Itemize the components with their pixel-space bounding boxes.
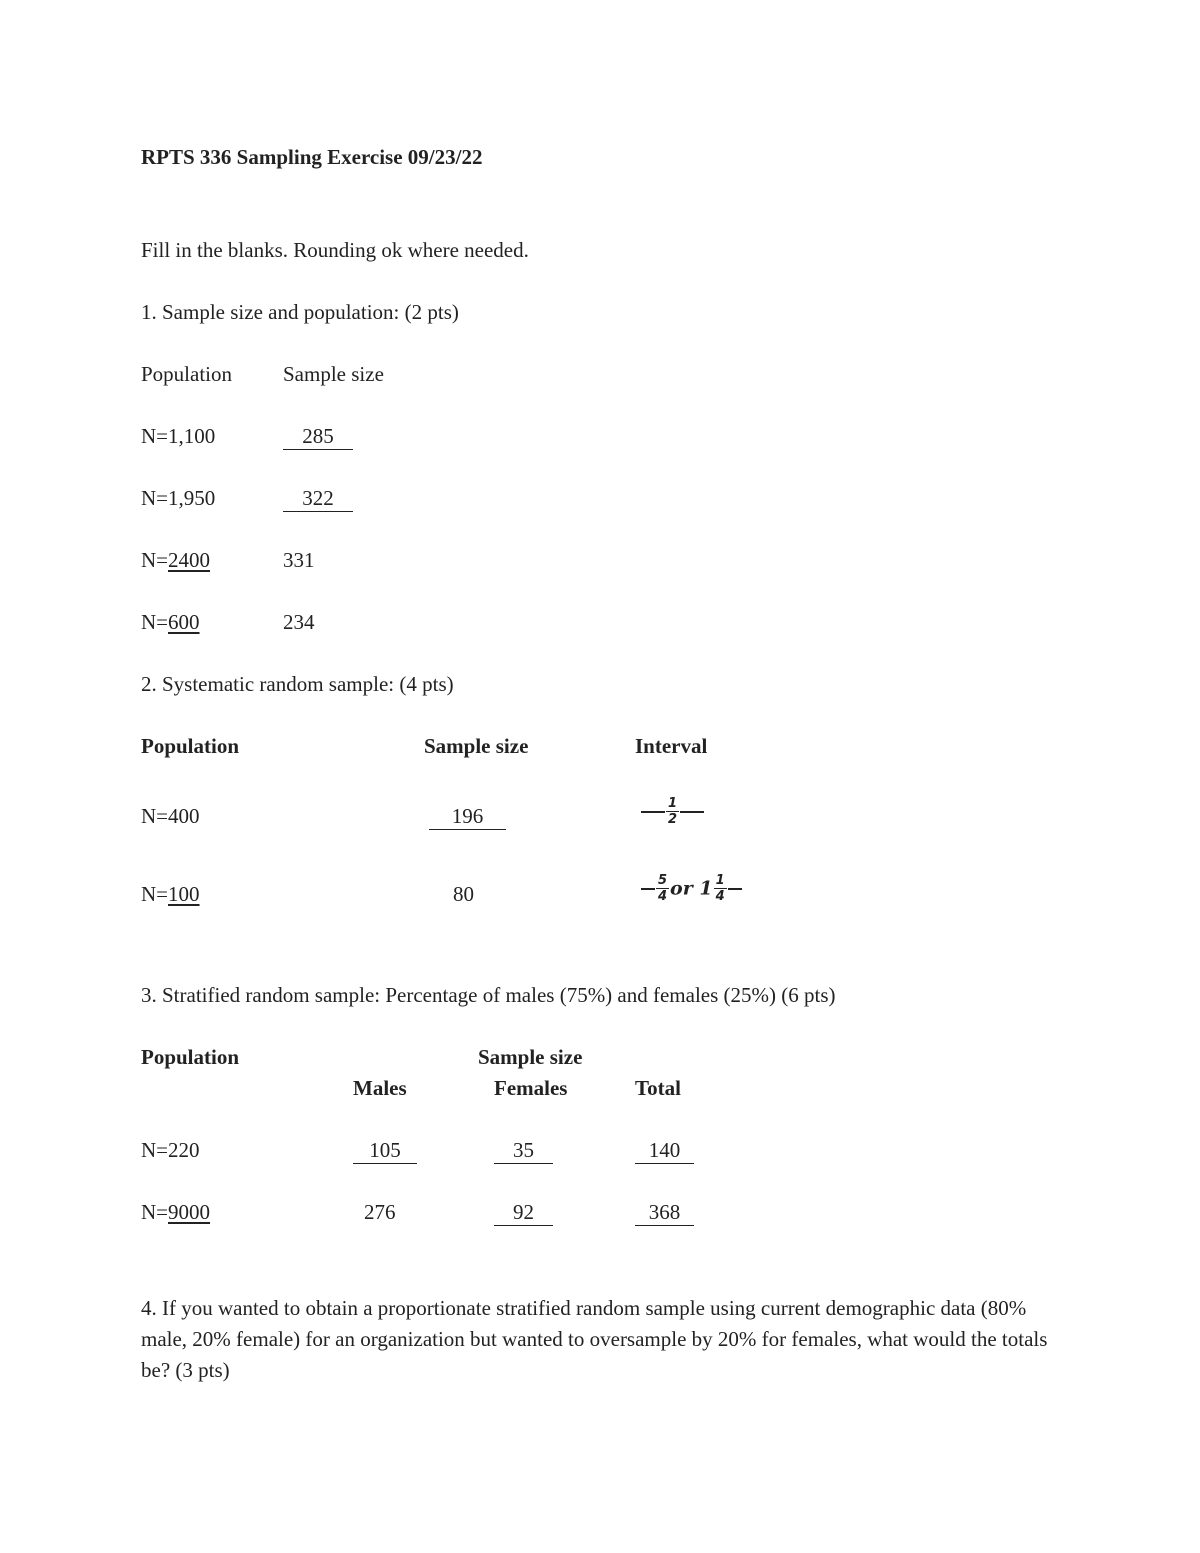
q3-col-females: Females: [494, 1076, 568, 1100]
q1-row1-sample-blank: 285: [283, 426, 353, 450]
q3-row1-population: N=220: [141, 1138, 200, 1162]
q2-row2-sample: 80: [453, 882, 474, 906]
pop-prefix: N=: [141, 610, 169, 634]
fraction-denominator: 4: [715, 889, 725, 904]
q3-row2-males: 276: [364, 1200, 396, 1224]
q3-row1-females-blank: 35: [494, 1140, 553, 1164]
q3-col-total: Total: [635, 1076, 681, 1100]
q2-heading: 2. Systematic random sample: (4 pts): [141, 672, 454, 696]
blank-line: [680, 811, 704, 813]
q1-row4-population: [141, 612, 226, 633]
pop-prefix: N=: [141, 882, 169, 906]
q1-row3-sample: 331: [283, 548, 315, 572]
q3-row2-total-blank: 368: [635, 1202, 694, 1226]
fraction: [666, 797, 679, 826]
q3-row1-total-blank: 140: [635, 1140, 694, 1164]
fraction: [656, 874, 669, 903]
q3-col-population: Population: [141, 1045, 240, 1069]
q2-row2-interval: [641, 874, 742, 903]
q3-col-males: Males: [353, 1076, 407, 1100]
q1-col-sample: Sample size: [283, 362, 384, 386]
q2-row1-sample-blank: 196: [429, 806, 506, 830]
fraction-numerator: 5: [658, 873, 668, 888]
q1-heading: 1. Sample size and population: (2 pts): [141, 300, 459, 324]
q3-row2-population: [141, 1202, 210, 1223]
pop-value-blank: 600: [168, 610, 200, 634]
fraction: [714, 874, 727, 903]
blank-line: [641, 888, 655, 890]
q3-row1-males-blank: 105: [353, 1140, 417, 1164]
fraction-numerator: 1: [715, 873, 725, 888]
q1-row4-sample: 234: [283, 610, 315, 634]
document-title: RPTS 336 Sampling Exercise 09/23/22: [141, 145, 483, 169]
fraction-denominator: 2: [668, 812, 678, 827]
q2-row1-population: N=400: [141, 804, 200, 828]
q2-col-interval: Interval: [635, 734, 708, 758]
blank-line: [641, 811, 665, 813]
fraction-numerator: 1: [668, 796, 678, 811]
pop-prefix: N=: [141, 548, 169, 572]
q2-row1-interval: [641, 797, 704, 826]
instructions: Fill in the blanks. Rounding ok where needed.: [141, 238, 529, 262]
q1-row2-population: N=1,950: [141, 486, 216, 510]
q4-question: 4. If you wanted to obtain a proportionate stratified random sample using current demographic data (80% male, 20% female) for an organization but wanted to oversample by 20% for females, what would the totals be? (3 pts): [141, 1296, 1048, 1382]
q1-col-population: Population: [141, 362, 233, 386]
pop-value-blank: 9000: [168, 1200, 211, 1224]
q2-row2-population: [141, 884, 216, 905]
q2-col-population: Population: [141, 734, 240, 758]
fraction-denominator: 4: [658, 889, 668, 904]
blank-line: [728, 888, 742, 890]
q1-row2-sample-blank: 322: [283, 488, 353, 512]
q1-row3-population: [141, 550, 226, 571]
pop-value-blank: 2400: [168, 548, 211, 572]
pop-prefix: N=: [141, 1200, 169, 1224]
pop-value-blank: 100: [168, 882, 200, 906]
q1-row1-population: N=1,100: [141, 424, 216, 448]
q3-col-sample: Sample size: [478, 1045, 583, 1069]
q3-row2-females-blank: 92: [494, 1202, 553, 1226]
q2-col-sample: Sample size: [424, 734, 529, 758]
interval-or-text: or 1: [670, 877, 713, 900]
q3-heading: 3. Stratified random sample: Percentage of males (75%) and females (25%) (6 pts): [141, 983, 836, 1007]
